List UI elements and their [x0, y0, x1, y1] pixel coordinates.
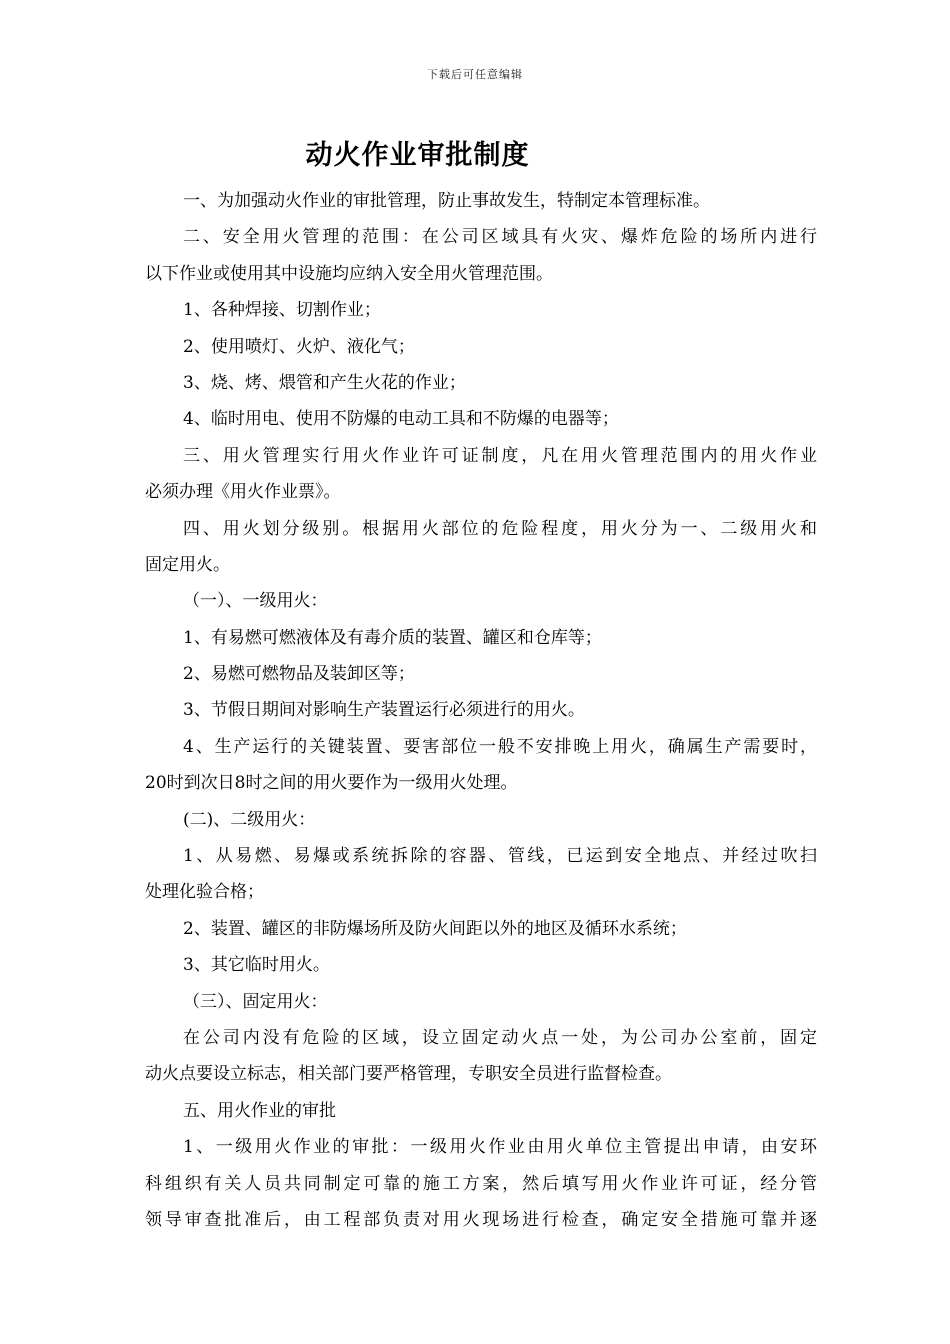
header-note: 下载后可任意编辑 — [427, 68, 523, 81]
paragraph-line: 3、其它临时用火。 — [183, 955, 330, 976]
paragraph-line: 一、为加强动火作业的审批管理，防止事故发生，特制定本管理标准。 — [183, 191, 710, 211]
paragraph-line: 必须办理《用火作业票》。 — [145, 482, 341, 503]
paragraph-line: 1、从易燃、易爆或系统拆除的容器、管线，已运到安全地点、并经过吹扫 — [183, 846, 817, 867]
paragraph-line: 2、易燃可燃物品及装卸区等； — [183, 664, 415, 685]
paragraph-line: 五、用火作业的审批 — [183, 1100, 336, 1121]
document-title: 动火作业审批制度 — [305, 140, 530, 171]
paragraph-line: （三）、固定用火： — [183, 991, 328, 1012]
paragraph-line: 2、使用喷灯、火炉、液化气； — [183, 336, 415, 357]
paragraph-line: 固定用火。 — [145, 554, 230, 575]
paragraph-line: 三、用火管理实行用火作业许可证制度，凡在用火管理范围内的用火作业 — [183, 445, 817, 466]
paragraph-line: 3、烧、烤、煨管和产生火花的作业； — [183, 372, 466, 393]
paragraph-line: 4、临时用电、使用不防爆的电动工具和不防爆的电器等； — [183, 409, 619, 430]
paragraph-line: 科组织有关人员共同制定可靠的施工方案，然后填写用火作业许可证，经分管 — [145, 1173, 817, 1194]
paragraph-line: (二)、二级用火： — [183, 809, 316, 830]
paragraph-line: （一）、一级用火： — [183, 591, 328, 612]
paragraph-line: 二、安全用火管理的范围：在公司区域具有火灾、爆炸危险的场所内进行 — [183, 227, 817, 248]
paragraph-line: 1、一级用火作业的审批：一级用火作业由用火单位主管提出申请，由安环 — [183, 1137, 817, 1158]
paragraph-line: 4、生产运行的关键装置、要害部位一般不安排晚上用火，确属生产需要时， — [183, 736, 817, 757]
document-body — [145, 183, 817, 1238]
paragraph-line: 动火点要设立标志，相关部门要严格管理，专职安全员进行监督检查。 — [145, 1064, 672, 1085]
paragraph-line: 领导审查批准后，由工程部负责对用火现场进行检查，确定安全措施可靠并逐 — [145, 1209, 817, 1230]
paragraph-line: 四、用火划分级别。根据用火部位的危险程度，用火分为一、二级用火和 — [183, 518, 817, 539]
paragraph-line: 1、各种焊接、切割作业； — [183, 300, 381, 321]
paragraph-line: 1、有易燃可燃液体及有毒介质的装置、罐区和仓库等； — [183, 627, 602, 648]
paragraph-line: 以下作业或使用其中设施均应纳入安全用火管理范围。 — [145, 263, 553, 284]
paragraph-line: 2、装置、罐区的非防爆场所及防火间距以外的地区及循环水系统； — [183, 918, 687, 939]
paragraph-line: 3、节假日期间对影响生产装置运行必须进行的用火。 — [183, 700, 585, 721]
paragraph-line: 处理化验合格； — [145, 882, 264, 903]
paragraph-line: 20时到次日8时之间的用火要作为一级用火处理。 — [145, 773, 518, 794]
paragraph-line: 在公司内没有危险的区域，设立固定动火点一处，为公司办公室前，固定 — [183, 1027, 817, 1048]
